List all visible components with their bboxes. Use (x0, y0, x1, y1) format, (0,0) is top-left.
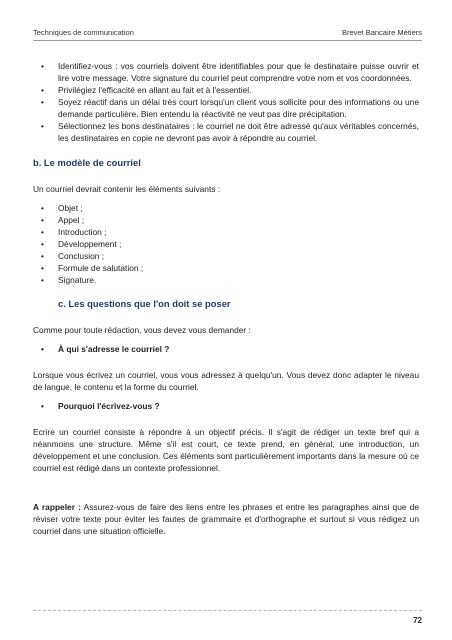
list-item: • Formule de salutation ; (41, 263, 144, 273)
question-item: • À qui s'adresse le courriel ? (41, 344, 170, 354)
question-1-list (33, 343, 419, 355)
list-item: • Introduction ; (41, 227, 107, 237)
page-number: 72 (413, 616, 422, 625)
bullet-icon: • (41, 61, 44, 71)
list-item: • Soyez réactif dans un délai très court lorsqu'un client vous sollicite pour des informations ou une demande particulière. Bien entendu la réactivité ne veut pas dire précipitation. (41, 97, 419, 119)
bullet-icon: • (41, 215, 44, 225)
bullet-icon: • (41, 275, 44, 285)
bullet-icon: • (41, 227, 44, 237)
section-b-intro: Un courriel devrait contenir les éléments suivants : (33, 184, 221, 194)
paragraph: Ecrire un courriel consiste à répondre à un objectif précis. Il s'agit de rédiger un texte bref qui a néanmoins une structure. Même s'il est court, ce texte prend, en général, une introduction, un développement et une conclusion. Ces éléments sont particulièrement importants dans la mesure où ce courriel est rédigé dans un contexte professionnel. (33, 427, 419, 473)
page-header (33, 28, 422, 41)
list-item: • Signature. (41, 275, 97, 285)
reminder-label: A rappeler : (33, 502, 81, 512)
reminder-paragraph (33, 501, 419, 537)
page-content (33, 60, 419, 537)
list-item: • Identifiez-vous : vos courriels doivent être identifiables pour que le destinataire puisse ouvrir et lire votre message. Votre signature du courriel peut comprendre votre nom et vos coordonnées. (41, 61, 419, 83)
reminder-text: Assurez-vous de faire des liens entre les phrases et entre les paragraphes ainsi que de réviser votre texte pour éviter les fautes de grammaire et d'orthographe et surtout si vous rédigez un courriel dans une situation officielle. (33, 502, 419, 536)
bullet-icon: • (41, 239, 44, 249)
bullet-icon: • (41, 263, 44, 273)
bullet-icon: • (41, 97, 44, 107)
page-footer (33, 610, 422, 625)
list-item: • Appel ; (41, 215, 85, 225)
top-bullet-list (33, 60, 419, 144)
header-program-title: Brevet Bancaire Métiers (341, 28, 422, 37)
bullet-icon: • (41, 121, 44, 131)
list-item: • Conclusion ; (41, 251, 105, 261)
bullet-icon: • (41, 251, 44, 261)
list-item: • Sélectionnez les bons destinataires : le courriel ne doit être adressé qu'aux véritables concernés, les destinataires en copie ne devront pas avoir à répondre au courriel. (41, 121, 419, 143)
section-b-heading: b. Le modèle de courriel (33, 157, 141, 168)
section-c-intro: Comme pour toute rédaction, vous devez vous demander : (33, 325, 251, 335)
bullet-icon: • (41, 203, 44, 213)
question-2-list (33, 400, 419, 412)
bullet-icon: • (41, 401, 44, 411)
bullet-icon: • (41, 85, 44, 95)
paragraph: Lorsque vous écrivez un courriel, vous vous adressez à quelqu'un. Vous devez donc adapter le niveau de langue, le contenu et la forme du courriel. (33, 370, 419, 392)
list-item: • Objet ; (41, 203, 83, 213)
section-c-heading: c. Les questions que l'on doit se poser (58, 298, 231, 309)
list-item: • Développement ; (41, 239, 122, 249)
question-item: • Pourquoi l'écrivez-vous ? (41, 401, 160, 411)
list-item: • Privilégiez l'efficacité en allant au fait et à l'essentiel. (41, 85, 252, 95)
header-course-title: Techniques de communication (33, 28, 134, 37)
email-elements-list (33, 202, 419, 286)
bullet-icon: • (41, 344, 44, 354)
